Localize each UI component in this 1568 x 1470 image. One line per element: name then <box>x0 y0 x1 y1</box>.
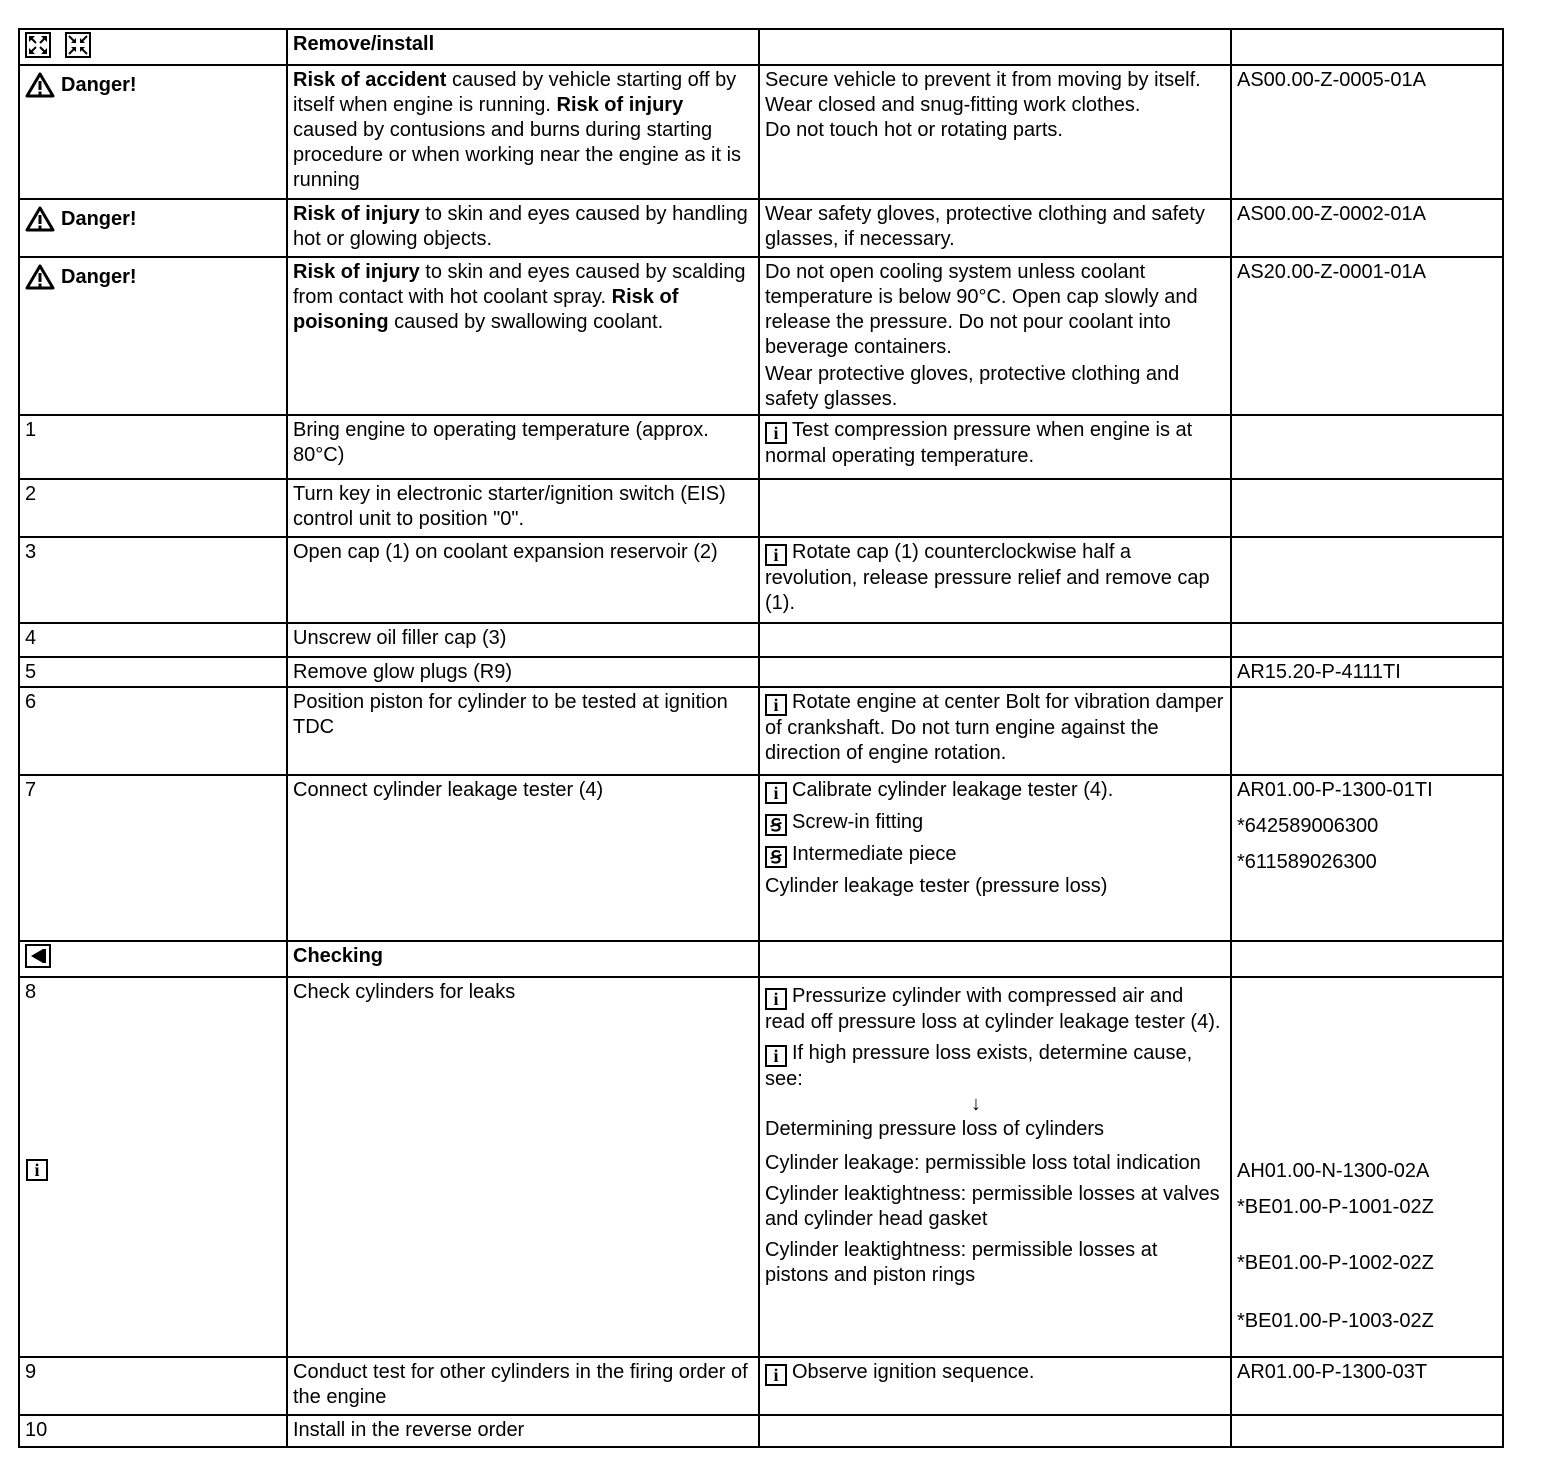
link-ref[interactable]: AH01.00-N-1300-02A <box>1237 1160 1430 1182</box>
link-ref[interactable]: *BE01.00-P-1002-02Z <box>1237 1252 1434 1274</box>
step-number: 7 <box>19 775 287 941</box>
danger-ref: AS00.00-Z-0005-01A <box>1231 65 1503 199</box>
warning-triangle-icon <box>25 206 55 232</box>
header-title: Remove/install <box>287 29 759 65</box>
step-note: i Rotate engine at center Bolt for vibration damper of crankshaft. Do not turn engine against the direction of engine rotation. <box>759 687 1231 775</box>
step-ref: AR15.20-P-4111TI <box>1231 657 1503 687</box>
step-row-6 <box>19 687 1503 775</box>
link-text[interactable]: Cylinder leaktightness: permissible losses at valves and cylinder head gasket <box>765 1183 1220 1230</box>
step-row-8 <box>19 977 1503 1357</box>
step-number: 9 <box>19 1357 287 1415</box>
step-refs: AR01.00-P-1300-01TI *642589006300 *611589026300 <box>1231 775 1503 941</box>
link-ref[interactable]: *BE01.00-P-1003-02Z <box>1237 1310 1434 1332</box>
header-icons-cell <box>19 29 287 65</box>
info-icon: i <box>26 1159 48 1181</box>
warning-triangle-icon <box>25 72 55 98</box>
step-row-10 <box>19 1415 1503 1447</box>
info-icon: i <box>765 694 787 716</box>
warning-triangle-icon <box>25 264 55 290</box>
step-number: 4 <box>19 623 287 657</box>
step-text: Check cylinders for leaks <box>287 977 759 1357</box>
step-number: 3 <box>19 537 287 623</box>
step-text: Remove glow plugs (R9) <box>287 657 759 687</box>
procedure-table <box>18 28 1504 1448</box>
info-icon: i <box>765 782 787 804</box>
info-icon: i <box>765 988 787 1010</box>
step-row-7 <box>19 775 1503 941</box>
danger-measures: Secure vehicle to prevent it from moving by itself. Wear closed and snug-fitting work clothes. Do not touch hot or rotating parts. <box>759 65 1231 199</box>
step-text: Conduct test for other cylinders in the firing order of the engine <box>287 1357 759 1415</box>
link-text[interactable]: Determining pressure loss of cylinders <box>765 1118 1105 1140</box>
step-row-3 <box>19 537 1503 623</box>
danger-ref: AS00.00-Z-0002-01A <box>1231 199 1503 257</box>
danger-row <box>19 257 1503 415</box>
step-number: 8 <box>25 981 37 1003</box>
info-icon: i <box>765 544 787 566</box>
step-row-2 <box>19 479 1503 537</box>
step-number: 10 <box>19 1415 287 1447</box>
danger-label: Danger! <box>25 206 137 232</box>
info-icon: i <box>765 1045 787 1067</box>
collapse-arrows-icon <box>65 32 91 58</box>
danger-label: Danger! <box>25 264 137 290</box>
danger-label: Danger! <box>25 72 137 98</box>
step-text: Bring engine to operating temperature (approx. 80°C) <box>287 415 759 479</box>
step-number: 6 <box>19 687 287 775</box>
danger-risk-text: Risk of injury to skin and eyes caused by handling hot or glowing objects. <box>287 199 759 257</box>
step-number: 5 <box>19 657 287 687</box>
step-number: 2 <box>19 479 287 537</box>
checking-header-row <box>19 941 1503 977</box>
step-text: Turn key in electronic starter/ignition switch (EIS) control unit to position "0". <box>287 479 759 537</box>
step-text: Open cap (1) on coolant expansion reservoir (2) <box>287 537 759 623</box>
info-icon: i <box>765 1364 787 1386</box>
checking-title: Checking <box>287 941 759 977</box>
step-number: 1 <box>19 415 287 479</box>
danger-row <box>19 65 1503 199</box>
special-tool-icon: Ꞩ <box>765 814 787 836</box>
step-refs <box>1231 977 1503 1357</box>
link-text[interactable]: Cylinder leaktightness: permissible losses at pistons and piston rings <box>765 1239 1158 1286</box>
step-row-1 <box>19 415 1503 479</box>
special-tool-icon: Ꞩ <box>765 846 787 868</box>
step-note: i Pressurize cylinder with compressed air and read off pressure loss at cylinder leakage tester (4). i If high pressure loss exists, determine cause, see: ↓ Determining pressure loss of cylinders Cylinder leakage: permissible loss total indication Cylinder leaktightness: permissible losses at valves and cylinder head gasket Cylinder leaktightness: permissible losses at pistons and piston rings <box>759 977 1231 1357</box>
step-note: i Calibrate cylinder leakage tester (4). Ꞩ Screw-in fitting Ꞩ Intermediate piece Cylinder leakage tester (pressure loss) <box>759 775 1231 941</box>
step-note: i Observe ignition sequence. <box>759 1357 1231 1415</box>
step-text: Install in the reverse order <box>287 1415 759 1447</box>
step-row-9 <box>19 1357 1503 1415</box>
checking-icon <box>25 944 51 968</box>
step-note: i Test compression pressure when engine is at normal operating temperature. <box>759 415 1231 479</box>
danger-measures: Wear safety gloves, protective clothing and safety glasses, if necessary. <box>759 199 1231 257</box>
step-row-5 <box>19 657 1503 687</box>
step-row-4 <box>19 623 1503 657</box>
danger-risk-text: Risk of injury to skin and eyes caused by scalding from contact with hot coolant spray. Risk of poisoning caused by swallowing coolant. <box>287 257 759 415</box>
link-ref[interactable]: *BE01.00-P-1001-02Z <box>1237 1196 1434 1218</box>
step-text: Position piston for cylinder to be tested at ignition TDC <box>287 687 759 775</box>
down-arrow-icon: ↓ <box>971 1093 981 1115</box>
header-row <box>19 29 1503 65</box>
danger-row <box>19 199 1503 257</box>
info-icon: i <box>765 422 787 444</box>
step-text: Unscrew oil filler cap (3) <box>287 623 759 657</box>
link-text[interactable]: Cylinder leakage: permissible loss total indication <box>765 1152 1201 1174</box>
step-text: Connect cylinder leakage tester (4) <box>287 775 759 941</box>
danger-risk-text: Risk of accident caused by vehicle starting off by itself when engine is running. Risk of injury caused by contusions and burns during starting procedure or when working near the engine as it is running <box>287 65 759 199</box>
danger-measures: Do not open cooling system unless coolant temperature is below 90°C. Open cap slowly and release the pressure. Do not pour coolant into beverage containers. Wear protective gloves, protective clothing and safety glasses. <box>759 257 1231 415</box>
expand-arrows-icon <box>25 32 51 58</box>
danger-ref: AS20.00-Z-0001-01A <box>1231 257 1503 415</box>
step-ref: AR01.00-P-1300-03T <box>1231 1357 1503 1415</box>
step-note: i Rotate cap (1) counterclockwise half a revolution, release pressure relief and remove cap (1). <box>759 537 1231 623</box>
